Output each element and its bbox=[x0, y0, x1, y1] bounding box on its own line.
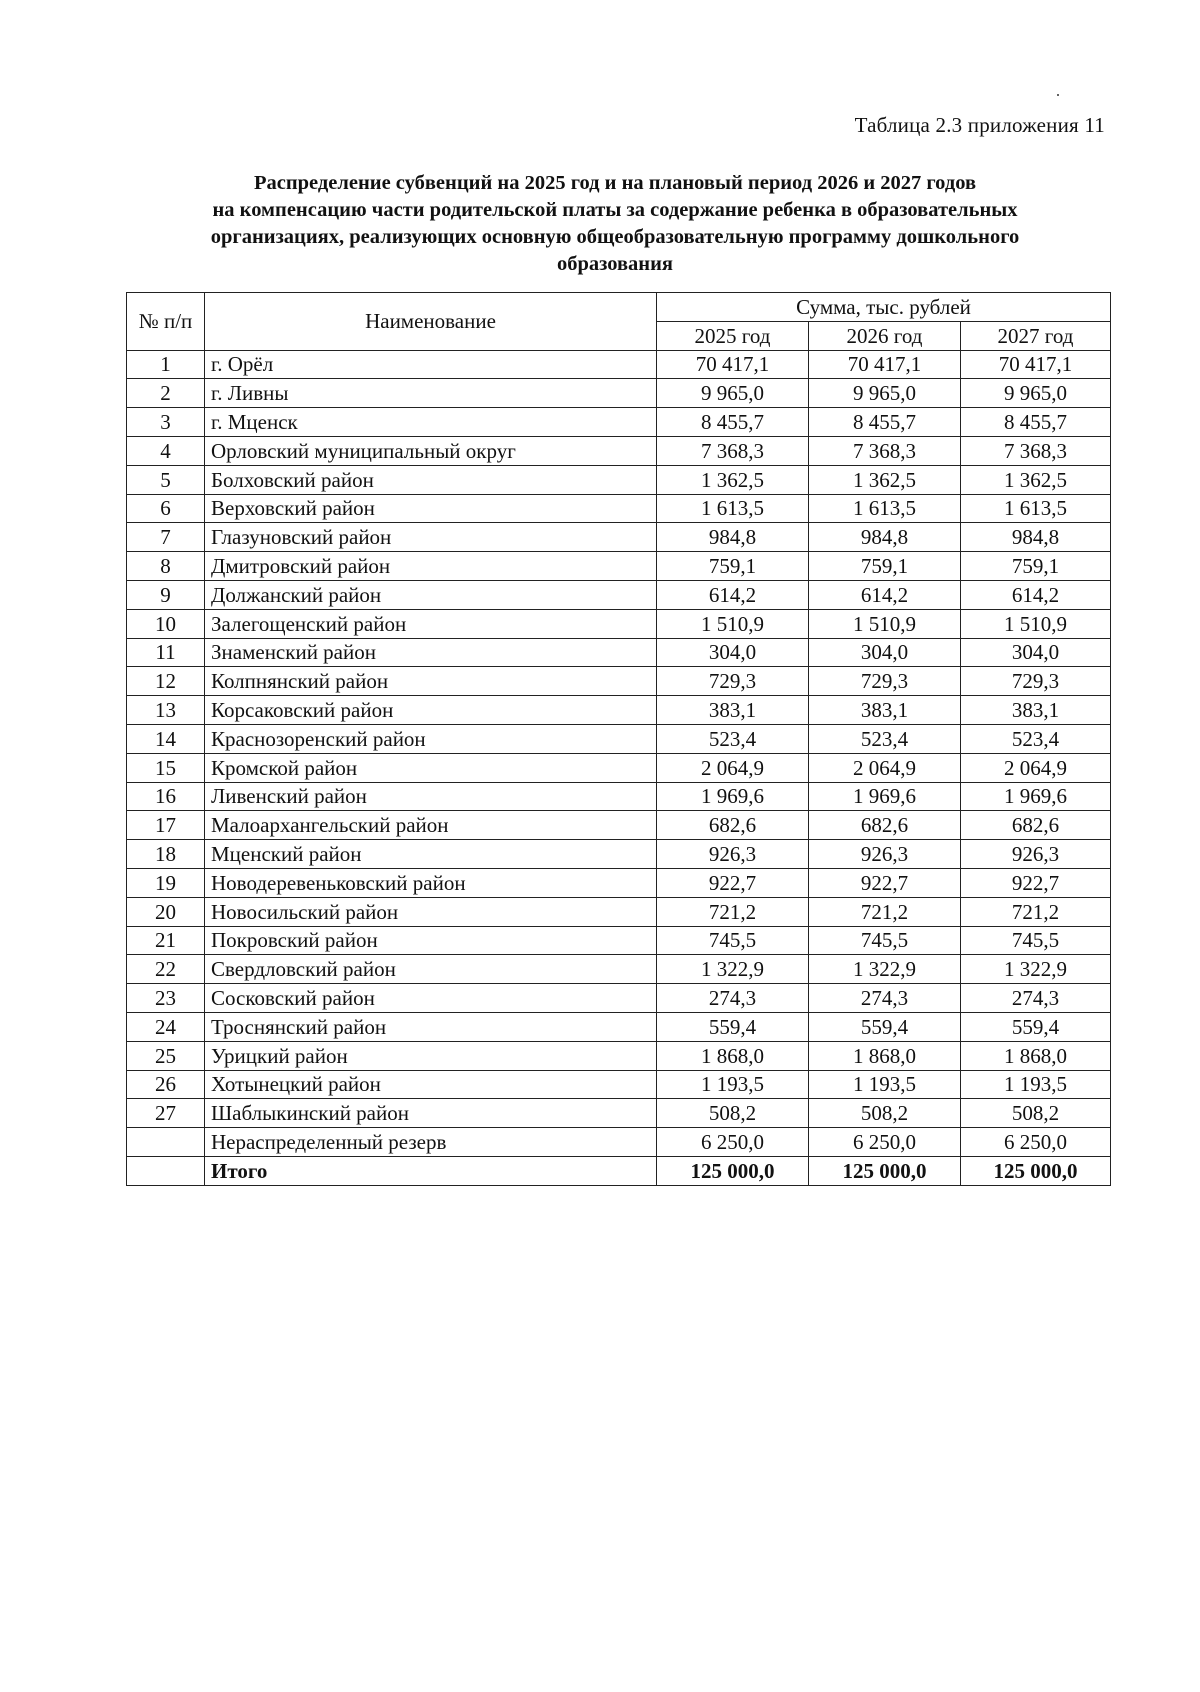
cell-num: 11 bbox=[127, 638, 205, 667]
table-row bbox=[127, 580, 1111, 609]
cell-2025: 745,5 bbox=[657, 926, 809, 955]
cell-name: Нераспределенный резерв bbox=[205, 1128, 657, 1157]
cell-2025: 729,3 bbox=[657, 667, 809, 696]
subvention-table bbox=[126, 292, 1111, 1186]
cell-num: 24 bbox=[127, 1012, 205, 1041]
scan-speck bbox=[1057, 94, 1059, 96]
cell-2027: 508,2 bbox=[961, 1099, 1111, 1128]
cell-2025: 523,4 bbox=[657, 724, 809, 753]
cell-num: 9 bbox=[127, 580, 205, 609]
cell-2027: 7 368,3 bbox=[961, 436, 1111, 465]
cell-name: Верховский район bbox=[205, 494, 657, 523]
cell-2027: 1 868,0 bbox=[961, 1041, 1111, 1070]
cell-2026: 523,4 bbox=[809, 724, 961, 753]
table-row bbox=[127, 638, 1111, 667]
cell-2027: 922,7 bbox=[961, 868, 1111, 897]
table-row bbox=[127, 552, 1111, 581]
table-row bbox=[127, 696, 1111, 725]
cell-2027: 1 322,9 bbox=[961, 955, 1111, 984]
cell-2027: 6 250,0 bbox=[961, 1128, 1111, 1157]
cell-2026: 304,0 bbox=[809, 638, 961, 667]
cell-2025: 614,2 bbox=[657, 580, 809, 609]
cell-num bbox=[127, 1128, 205, 1157]
cell-2025: 274,3 bbox=[657, 984, 809, 1013]
cell-2027: 926,3 bbox=[961, 840, 1111, 869]
cell-num: 27 bbox=[127, 1099, 205, 1128]
cell-2026: 1 969,6 bbox=[809, 782, 961, 811]
cell-2027: 1 510,9 bbox=[961, 609, 1111, 638]
cell-num: 2 bbox=[127, 379, 205, 408]
header-amount-group: Сумма, тыс. рублей bbox=[657, 293, 1111, 322]
cell-num: 18 bbox=[127, 840, 205, 869]
header-name: Наименование bbox=[205, 293, 657, 351]
cell-2026: 745,5 bbox=[809, 926, 961, 955]
table-row bbox=[127, 753, 1111, 782]
cell-2027: 70 417,1 bbox=[961, 350, 1111, 379]
cell-num: 7 bbox=[127, 523, 205, 552]
cell-num: 20 bbox=[127, 897, 205, 926]
cell-2025: 1 510,9 bbox=[657, 609, 809, 638]
cell-2027: 729,3 bbox=[961, 667, 1111, 696]
table-row bbox=[127, 1070, 1111, 1099]
cell-2026: 922,7 bbox=[809, 868, 961, 897]
cell-name: Урицкий район bbox=[205, 1041, 657, 1070]
cell-2025: 922,7 bbox=[657, 868, 809, 897]
cell-name: Болховский район bbox=[205, 465, 657, 494]
cell-2026: 2 064,9 bbox=[809, 753, 961, 782]
cell-2025: 1 613,5 bbox=[657, 494, 809, 523]
table-row bbox=[127, 1128, 1111, 1157]
cell-name: Колпнянский район bbox=[205, 667, 657, 696]
document-title bbox=[120, 170, 1110, 278]
cell-2025: 759,1 bbox=[657, 552, 809, 581]
table-row bbox=[127, 494, 1111, 523]
cell-num: 8 bbox=[127, 552, 205, 581]
cell-2025: 7 368,3 bbox=[657, 436, 809, 465]
cell-name: Сосковский район bbox=[205, 984, 657, 1013]
cell-2026: 1 510,9 bbox=[809, 609, 961, 638]
cell-2026: 729,3 bbox=[809, 667, 961, 696]
cell-2026: 1 362,5 bbox=[809, 465, 961, 494]
cell-2027: 125 000,0 bbox=[961, 1156, 1111, 1185]
cell-name: Малоархангельский район bbox=[205, 811, 657, 840]
cell-2026: 70 417,1 bbox=[809, 350, 961, 379]
cell-2026: 559,4 bbox=[809, 1012, 961, 1041]
cell-2027: 984,8 bbox=[961, 523, 1111, 552]
cell-2025: 1 362,5 bbox=[657, 465, 809, 494]
cell-name: Залегощенский район bbox=[205, 609, 657, 638]
table-caption: Таблица 2.3 приложения 11 bbox=[854, 113, 1105, 137]
cell-2026: 926,3 bbox=[809, 840, 961, 869]
cell-2025: 6 250,0 bbox=[657, 1128, 809, 1157]
cell-num: 13 bbox=[127, 696, 205, 725]
cell-num: 12 bbox=[127, 667, 205, 696]
cell-2027: 383,1 bbox=[961, 696, 1111, 725]
cell-num: 3 bbox=[127, 408, 205, 437]
cell-2026: 1 193,5 bbox=[809, 1070, 961, 1099]
cell-name: Свердловский район bbox=[205, 955, 657, 984]
cell-name: Мценский район bbox=[205, 840, 657, 869]
cell-num: 21 bbox=[127, 926, 205, 955]
table-row bbox=[127, 523, 1111, 552]
cell-num: 26 bbox=[127, 1070, 205, 1099]
cell-2026: 614,2 bbox=[809, 580, 961, 609]
table-row bbox=[127, 408, 1111, 437]
cell-num: 17 bbox=[127, 811, 205, 840]
cell-name: Шаблыкинский район bbox=[205, 1099, 657, 1128]
cell-2027: 8 455,7 bbox=[961, 408, 1111, 437]
table-row bbox=[127, 811, 1111, 840]
cell-2027: 1 362,5 bbox=[961, 465, 1111, 494]
table-row bbox=[127, 724, 1111, 753]
total-row bbox=[127, 1156, 1111, 1185]
cell-2025: 125 000,0 bbox=[657, 1156, 809, 1185]
cell-num: 22 bbox=[127, 955, 205, 984]
table-row bbox=[127, 1099, 1111, 1128]
cell-2026: 508,2 bbox=[809, 1099, 961, 1128]
cell-2025: 304,0 bbox=[657, 638, 809, 667]
cell-name: Корсаковский район bbox=[205, 696, 657, 725]
cell-2026: 1 322,9 bbox=[809, 955, 961, 984]
cell-name: Покровский район bbox=[205, 926, 657, 955]
cell-name: Дмитровский район bbox=[205, 552, 657, 581]
cell-name: Новосильский район bbox=[205, 897, 657, 926]
cell-name: Орловский муниципальный округ bbox=[205, 436, 657, 465]
cell-2026: 6 250,0 bbox=[809, 1128, 961, 1157]
cell-2026: 274,3 bbox=[809, 984, 961, 1013]
cell-num: 15 bbox=[127, 753, 205, 782]
cell-2026: 383,1 bbox=[809, 696, 961, 725]
cell-2027: 759,1 bbox=[961, 552, 1111, 581]
cell-2025: 9 965,0 bbox=[657, 379, 809, 408]
table-row bbox=[127, 868, 1111, 897]
title-line: Распределение субвенций на 2025 год и на плановый период 2026 и 2027 годов bbox=[253, 172, 977, 194]
title-line: организациях, реализующих основную общеобразовательную программу дошкольного bbox=[210, 226, 1020, 248]
cell-2027: 614,2 bbox=[961, 580, 1111, 609]
cell-2026: 984,8 bbox=[809, 523, 961, 552]
table-row bbox=[127, 1012, 1111, 1041]
cell-2027: 2 064,9 bbox=[961, 753, 1111, 782]
cell-2026: 7 368,3 bbox=[809, 436, 961, 465]
cell-2026: 9 965,0 bbox=[809, 379, 961, 408]
cell-2026: 759,1 bbox=[809, 552, 961, 581]
cell-2027: 9 965,0 bbox=[961, 379, 1111, 408]
cell-2026: 8 455,7 bbox=[809, 408, 961, 437]
table-row bbox=[127, 926, 1111, 955]
cell-name: Краснозоренский район bbox=[205, 724, 657, 753]
cell-num bbox=[127, 1156, 205, 1185]
cell-2026: 125 000,0 bbox=[809, 1156, 961, 1185]
cell-2025: 1 322,9 bbox=[657, 955, 809, 984]
cell-name: Хотынецкий район bbox=[205, 1070, 657, 1099]
table-row bbox=[127, 955, 1111, 984]
cell-2027: 721,2 bbox=[961, 897, 1111, 926]
cell-name: Глазуновский район bbox=[205, 523, 657, 552]
table-row bbox=[127, 782, 1111, 811]
cell-num: 14 bbox=[127, 724, 205, 753]
cell-num: 19 bbox=[127, 868, 205, 897]
cell-2027: 745,5 bbox=[961, 926, 1111, 955]
title-line: образования bbox=[556, 253, 674, 275]
table-row bbox=[127, 897, 1111, 926]
cell-2025: 383,1 bbox=[657, 696, 809, 725]
cell-2025: 1 868,0 bbox=[657, 1041, 809, 1070]
table-row bbox=[127, 379, 1111, 408]
cell-2025: 508,2 bbox=[657, 1099, 809, 1128]
table-row bbox=[127, 436, 1111, 465]
cell-num: 23 bbox=[127, 984, 205, 1013]
cell-name: Итого bbox=[205, 1156, 657, 1185]
cell-num: 1 bbox=[127, 350, 205, 379]
cell-2026: 682,6 bbox=[809, 811, 961, 840]
cell-2025: 2 064,9 bbox=[657, 753, 809, 782]
cell-2025: 721,2 bbox=[657, 897, 809, 926]
header-year-2027: 2027 год bbox=[961, 321, 1111, 350]
cell-2025: 682,6 bbox=[657, 811, 809, 840]
table-row bbox=[127, 667, 1111, 696]
cell-num: 4 bbox=[127, 436, 205, 465]
cell-2025: 70 417,1 bbox=[657, 350, 809, 379]
table-row bbox=[127, 1041, 1111, 1070]
cell-name: Троснянский район bbox=[205, 1012, 657, 1041]
cell-name: г. Орёл bbox=[205, 350, 657, 379]
cell-2025: 559,4 bbox=[657, 1012, 809, 1041]
cell-name: г. Мценск bbox=[205, 408, 657, 437]
cell-num: 10 bbox=[127, 609, 205, 638]
cell-2025: 984,8 bbox=[657, 523, 809, 552]
cell-num: 25 bbox=[127, 1041, 205, 1070]
cell-2027: 1 193,5 bbox=[961, 1070, 1111, 1099]
cell-2025: 926,3 bbox=[657, 840, 809, 869]
cell-2027: 1 969,6 bbox=[961, 782, 1111, 811]
cell-2027: 559,4 bbox=[961, 1012, 1111, 1041]
table-row bbox=[127, 984, 1111, 1013]
cell-name: Новодеревеньковский район bbox=[205, 868, 657, 897]
cell-num: 5 bbox=[127, 465, 205, 494]
cell-name: г. Ливны bbox=[205, 379, 657, 408]
cell-2027: 682,6 bbox=[961, 811, 1111, 840]
cell-2026: 1 868,0 bbox=[809, 1041, 961, 1070]
cell-num: 6 bbox=[127, 494, 205, 523]
cell-2025: 1 193,5 bbox=[657, 1070, 809, 1099]
table-body bbox=[127, 350, 1111, 1185]
table-row bbox=[127, 465, 1111, 494]
table-row bbox=[127, 350, 1111, 379]
cell-2027: 304,0 bbox=[961, 638, 1111, 667]
cell-name: Кромской район bbox=[205, 753, 657, 782]
title-line: на компенсацию части родительской платы за содержание ребенка в образовательных bbox=[212, 199, 1018, 221]
cell-2025: 1 969,6 bbox=[657, 782, 809, 811]
table-row bbox=[127, 609, 1111, 638]
cell-2026: 721,2 bbox=[809, 897, 961, 926]
header-year-2025: 2025 год bbox=[657, 321, 809, 350]
cell-name: Знаменский район bbox=[205, 638, 657, 667]
cell-name: Должанский район bbox=[205, 580, 657, 609]
cell-2027: 523,4 bbox=[961, 724, 1111, 753]
header-row bbox=[127, 293, 1111, 322]
cell-name: Ливенский район bbox=[205, 782, 657, 811]
cell-2027: 1 613,5 bbox=[961, 494, 1111, 523]
cell-2026: 1 613,5 bbox=[809, 494, 961, 523]
cell-2025: 8 455,7 bbox=[657, 408, 809, 437]
table-row bbox=[127, 840, 1111, 869]
cell-num: 16 bbox=[127, 782, 205, 811]
header-num: № п/п bbox=[127, 293, 205, 351]
header-year-2026: 2026 год bbox=[809, 321, 961, 350]
cell-2027: 274,3 bbox=[961, 984, 1111, 1013]
